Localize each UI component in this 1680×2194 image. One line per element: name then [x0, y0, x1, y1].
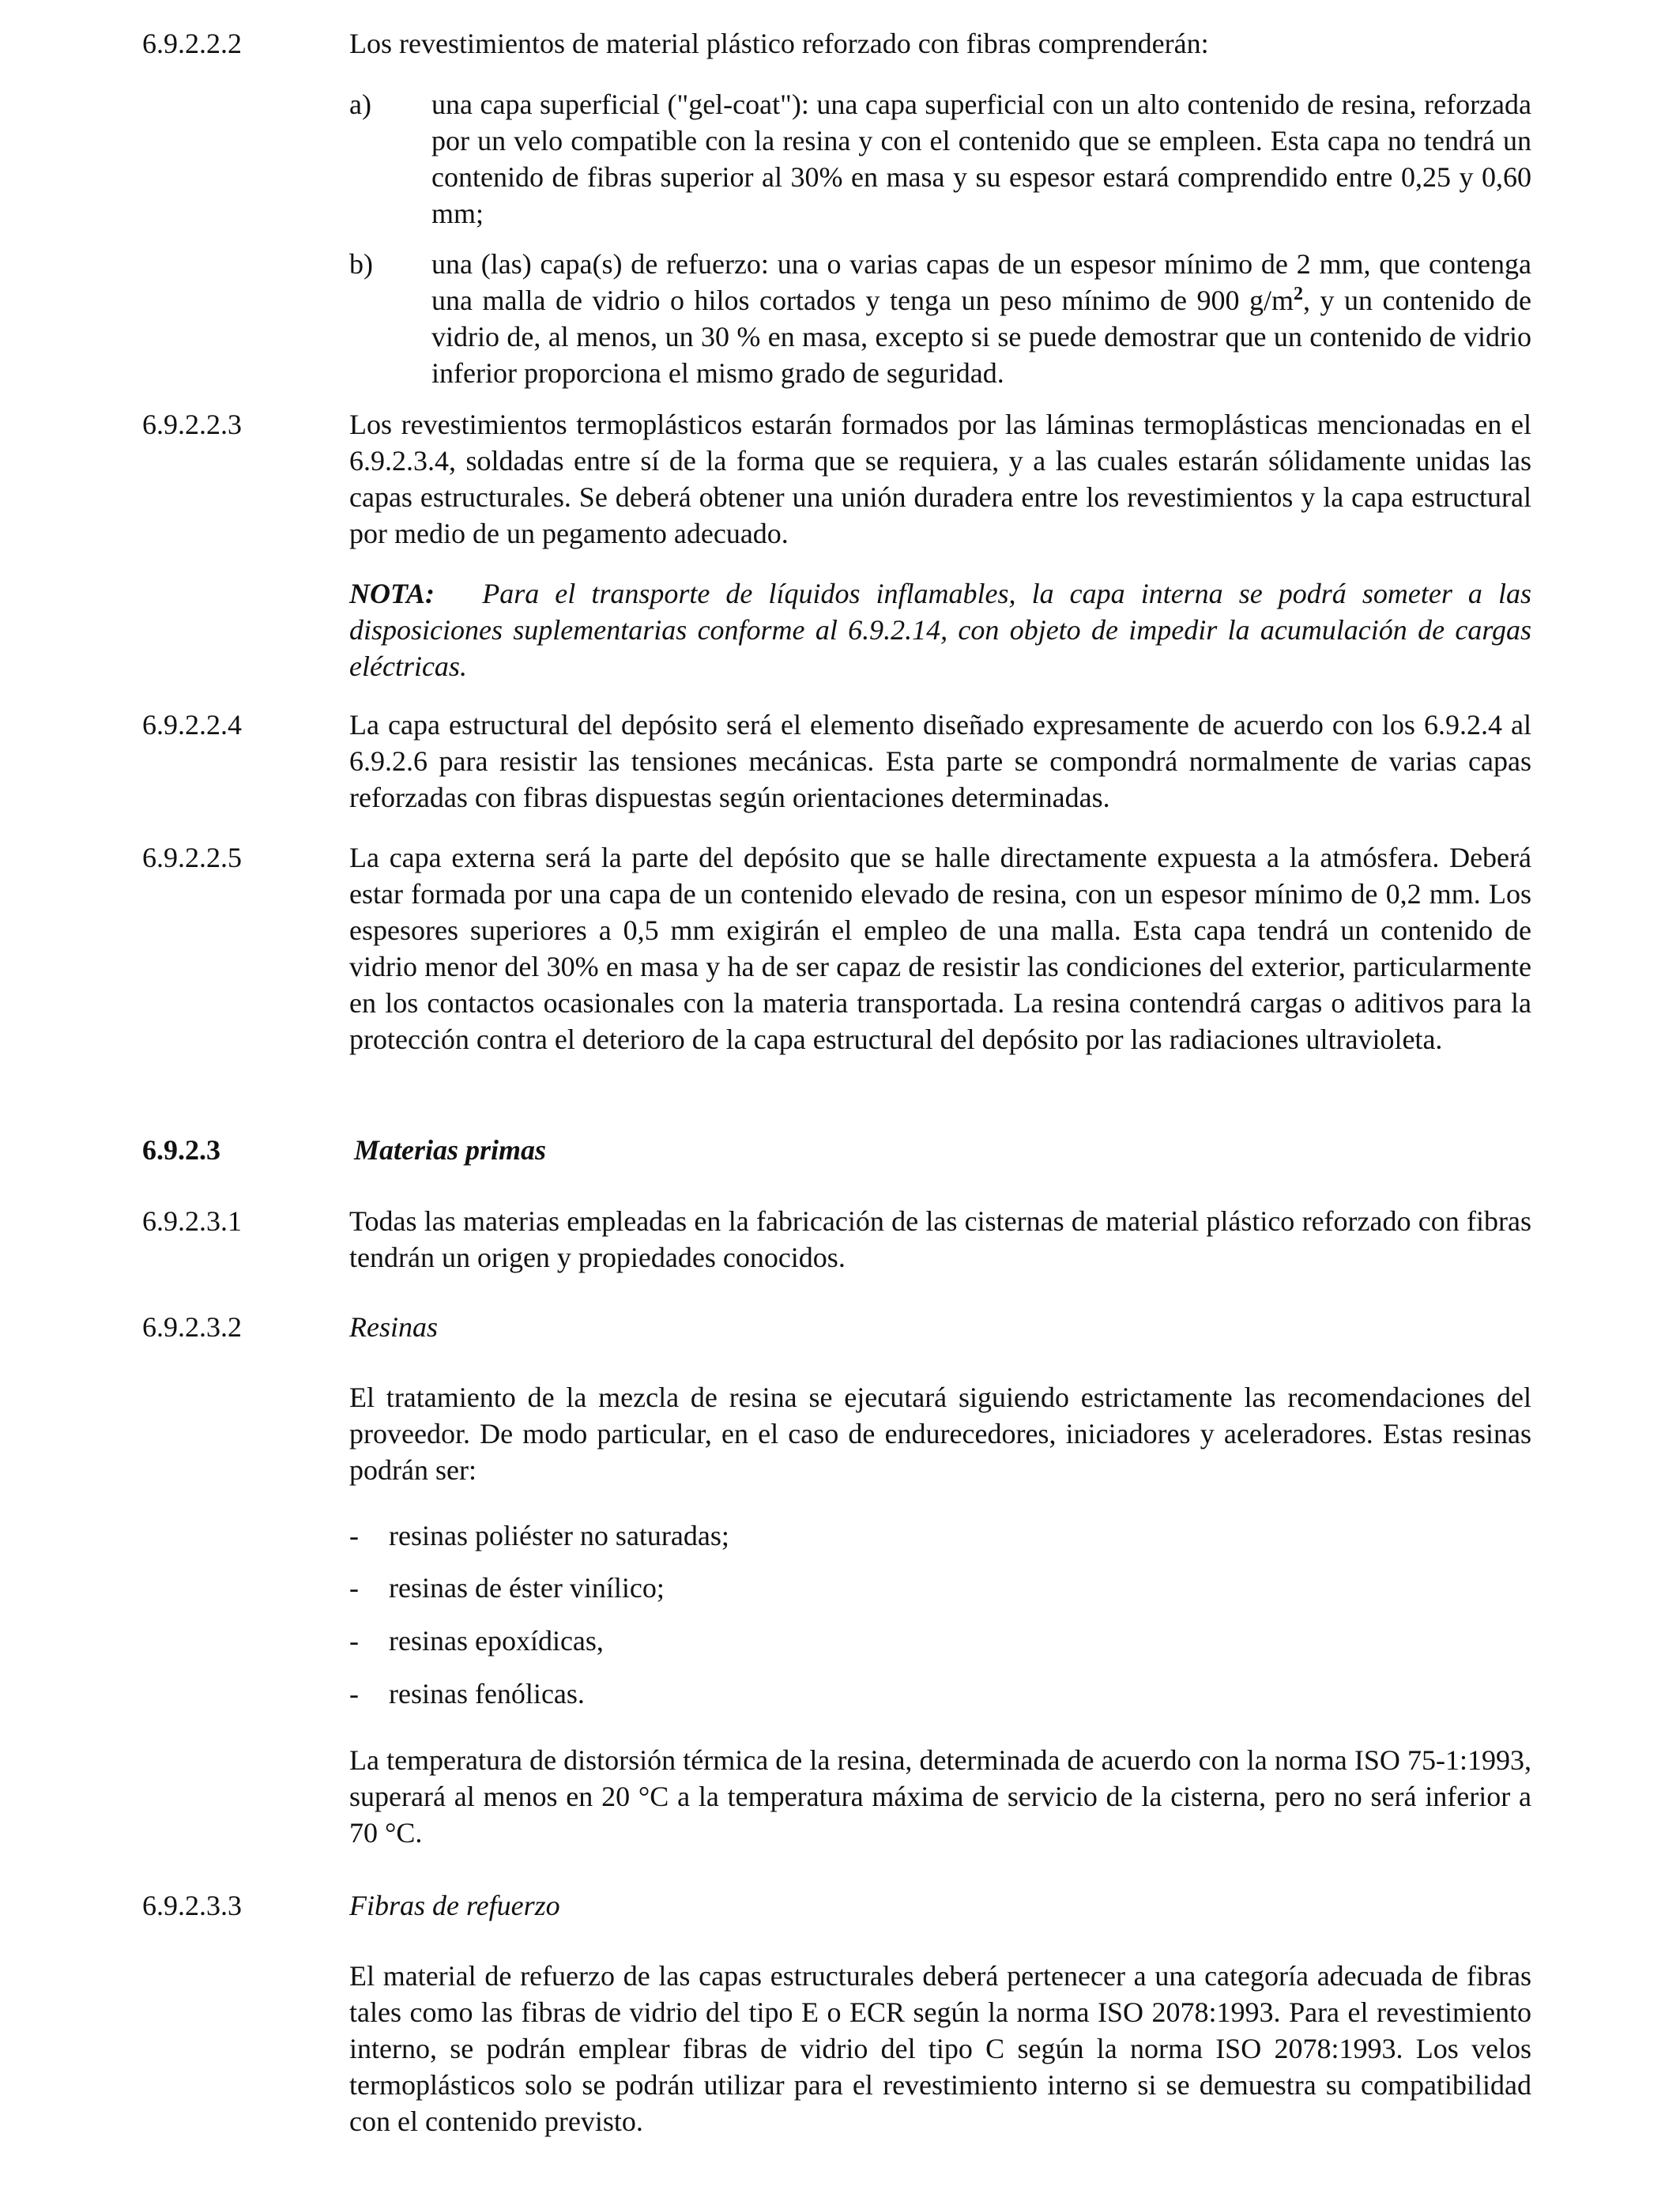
section-title: Fibras de refuerzo	[349, 1890, 560, 1921]
note-text: NOTA: Para el transporte de líquidos inflamables, la capa interna se podrá someter a las disposiciones suplementarias conforme al 6.9.2.14, con objeto de impedir la acumulación de cargas eléctricas.	[349, 578, 1531, 682]
section-number: 6.9.2.2.4	[142, 709, 242, 741]
section-number: 6.9.2.2.3	[142, 409, 242, 440]
bullet-marker: -	[349, 1572, 359, 1604]
section-number: 6.9.2.3.2	[142, 1311, 242, 1343]
bullet-marker: -	[349, 1678, 359, 1710]
section-text: El tratamiento de la mezcla de resina se ejecutará siguiendo estrictamente las recomendaciones del proveedor. De modo particular, en el caso de endurecedores, iniciadores y aceleradores. Estas resinas podrán ser:	[349, 1382, 1531, 1486]
section-text: La capa externa será la parte del depósito que se halle directamente expuesta a la atmósfera. Deberá estar formada por una capa de un contenido elevado de resina, con un espesor mínimo de 0,2 mm. Los espesores superiores a 0,5 mm exigirán el empleo de una malla. Esta capa tendrá un contenido de vidrio menor del 30% en masa y ha de ser capaz de resistir las condiciones del exterior, particularmente en los contactos ocasionales con la materia transportada. La resina contendrá cargas o aditivos para la protección contra el deterioro de la capa estructural del depósito por las radiaciones ultravioleta.	[349, 842, 1531, 1055]
section-text: La capa estructural del depósito será el elemento diseñado expresamente de acuerdo con los 6.9.2.4 al 6.9.2.6 para resistir las tensiones mecánicas. Esta parte se compondrá normalmente de varias capas reforzadas con fibras dispuestas según orientaciones determinadas.	[349, 709, 1531, 813]
list-item-text: resinas de éster vinílico;	[389, 1572, 665, 1604]
note-label: NOTA:	[349, 578, 435, 609]
bullet-marker: -	[349, 1625, 359, 1657]
section-text: El material de refuerzo de las capas estructurales deberá pertenecer a una categoría adecuada de fibras tales como las fibras de vidrio del tipo E o ECR según la norma ISO 2078:1993. Para el revestimiento interno, se podrán emplear fibras de vidrio del tipo C según la norma ISO 2078:1993. Los velos termoplásticos solo se podrán utilizar para el revestimiento interno si se demuestra su compatibilidad con el contenido previsto.	[349, 1960, 1531, 2137]
item-label: b)	[349, 248, 373, 280]
section-title: Resinas	[349, 1311, 438, 1343]
list-item-text: resinas poliéster no saturadas;	[389, 1520, 729, 1551]
item-text: una (las) capa(s) de refuerzo: una o varias capas de un espesor mínimo de 2 mm, que contenga una malla de vidrio o hilos cortados y tenga un peso mínimo de 900 $g/m^2$, y un contenido de vidrio de, al menos, un 30 % en masa, excepto si se puede demostrar que un contenido de vidrio inferior proporciona el mismo grado de seguridad.	[431, 248, 1531, 389]
item-label: a)	[349, 89, 371, 120]
section-intro: Los revestimientos de material plástico reforzado con fibras comprenderán:	[349, 28, 1209, 59]
section-text: La temperatura de distorsión térmica de la resina, determinada de acuerdo con la norma ISO 75-1:1993, superará al menos en 20 °C a la temperatura máxima de servicio de la cisterna, pero no será inferior a 70 °C.	[349, 1744, 1531, 1849]
section-number: 6.9.2.3	[142, 1134, 220, 1166]
section-text: Los revestimientos termoplásticos estarán formados por las láminas termoplásticas mencionadas en el 6.9.2.3.4, soldadas entre sí de la forma que se requiera, y a las cuales estarán sólidamente unidas las capas estructurales. Se deberá obtener una unión duradera entre los revestimientos y la capa estructural por medio de un pegamento adecuado.	[349, 409, 1531, 549]
list-item-text: resinas fenólicas.	[389, 1678, 585, 1710]
superscript: 2	[1294, 284, 1303, 304]
section-number: 6.9.2.2.5	[142, 842, 242, 873]
list-item-text: resinas epoxídicas,	[389, 1625, 604, 1657]
section-number: 6.9.2.3.3	[142, 1890, 242, 1921]
bullet-marker: -	[349, 1520, 359, 1551]
item-text: una capa superficial ("gel-coat"): una capa superficial con un alto contenido de resina, reforzada por un velo compatible con la resina y con el contenido que se empleen. Esta capa no tendrá un contenido de fibras superior al 30% en masa y su espesor estará comprendido entre 0,25 y 0,60 mm;	[431, 89, 1531, 229]
section-title: Materias primas	[354, 1134, 547, 1166]
section-number: 6.9.2.2.2	[142, 28, 242, 59]
section-text: Todas las materias empleadas en la fabricación de las cisternas de material plástico reforzado con fibras tendrán un origen y propiedades conocidos.	[349, 1205, 1531, 1273]
section-number: 6.9.2.3.1	[142, 1205, 242, 1237]
